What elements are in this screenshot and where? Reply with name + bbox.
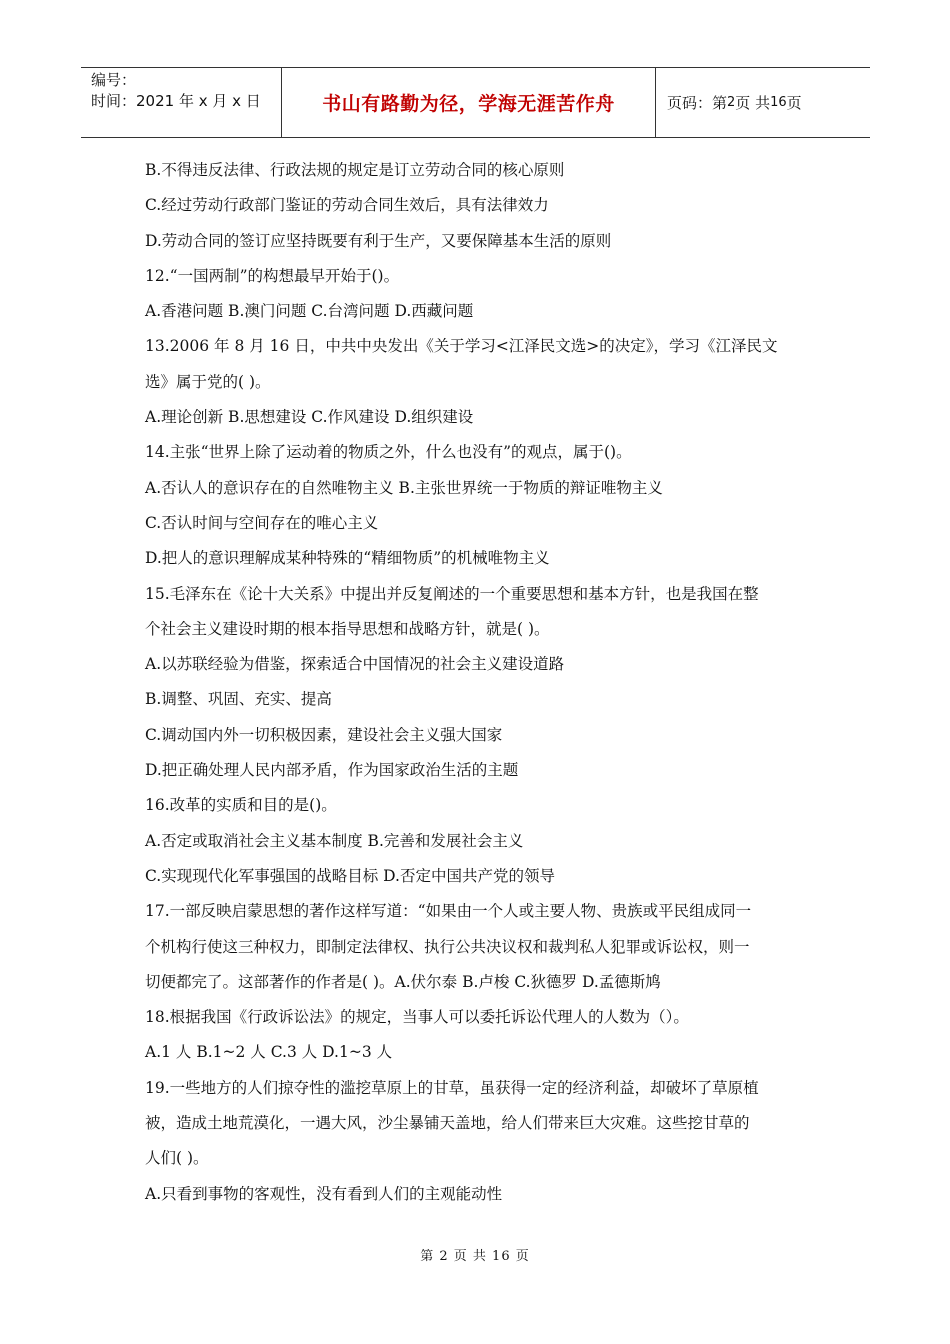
page-mid: 页 共 [735,94,771,112]
text-line: C.否认时间与空间存在的唯心主义 [145,513,379,532]
text-line: 18.根据我国《行政诉讼法》的规定，当事人可以委托诉讼代理人的人数为（）。 [145,1008,689,1027]
page-total: 16 [770,95,787,110]
text-line: 19.一些地方的人们掠夺性的滥挖草原上的甘草，虽获得一定的经济利益，却破坏了草原植 [145,1078,759,1097]
text-line: 15.毛泽东在《论十大关系》中提出并反复阐述的一个重要思想和基本方针，也是我国在整 [145,584,759,603]
text-line: A.否定或取消社会主义基本制度 B.完善和发展社会主义 [145,831,524,850]
text-line: B.调整、巩固、充实、提高 [145,690,332,709]
text-line: 13.2006 年 8 月 16 日，中共中央发出《关于学习<江泽民文选>的决定》，学习《江泽民文 [145,337,778,356]
text-line: D.把人的意识理解成某种特殊的“精细物质”的机械唯物主义 [145,549,550,568]
text-line: 14.主张“世界上除了运动着的物质之外，什么也没有”的观点，属于()。 [145,443,632,462]
number-label: 编号： [91,71,137,89]
text-line: 16.改革的实质和目的是()。 [145,796,337,815]
text-line: A.否认人的意识存在的自然唯物主义 B.主张世界统一于物质的辩证唯物主义 [145,478,663,497]
text-line: 个机构行使这三种权力，即制定法律权、执行公共决议权和裁判私人犯罪或诉讼权，则一 [145,937,750,956]
page-suffix: 页 [786,94,802,112]
page-footer: 第 2 页 共 16 页 [420,1249,530,1264]
text-line: 切便都完了。这部著作的作者是( )。A.伏尔泰 B.卢梭 C.狄德罗 D.孟德斯鸠 [145,972,661,991]
text-line: 12.“一国两制”的构想最早开始于()。 [145,266,400,285]
page-header [81,67,870,138]
text-line: 选》属于党的( )。 [145,372,271,391]
text-line: C.实现现代化军事强国的战略目标 D.否定中国共产党的领导 [145,866,555,885]
text-line: D.劳动合同的签订应坚持既要有利于生产，又要保障基本生活的原则 [145,231,612,250]
text-line: B.不得违反法律、行政法规的规定是订立劳动合同的核心原则 [145,161,565,179]
text-line: A.香港问题 B.澳门问题 C.台湾问题 D.西藏问题 [145,302,474,321]
header-page-info [656,68,870,137]
text-line: A.理论创新 B.思想建设 C.作风建设 D.组织建设 [145,408,474,427]
text-line: A.1 人 B.1~2 人 C.3 人 D.1~3 人 [145,1043,393,1062]
text-line: 被，造成土地荒漠化，一遇大风，沙尘暴铺天盖地，给人们带来巨大灾难。这些挖甘草的 [145,1114,750,1133]
time-label: 时间：2021 年 x 月 x 日 [91,92,261,110]
text-line: 个社会主义建设时期的根本指导思想和战略方针，就是( )。 [145,619,550,638]
text-line: D.把正确处理人民内部矛盾，作为国家政治生活的主题 [145,761,519,780]
text-line: A.以苏联经验为借鉴，探索适合中国情况的社会主义建设道路 [145,655,565,674]
document-body [145,153,820,1212]
header-motto: 书山有路勤为径，学海无涯苦作舟 [282,68,656,137]
text-line: 人们( )。 [145,1149,209,1168]
text-line: C.经过劳动行政部门鉴证的劳动合同生效后，具有法律效力 [145,196,549,215]
header-meta [81,68,282,137]
page-prefix: 页码：第 [667,94,728,112]
text-line: A.只看到事物的客观性，没有看到人们的主观能动性 [145,1184,503,1203]
text-line: 17.一部反映启蒙思想的著作这样写道：“如果由一个人或主要人物、贵族或平民组成同一 [145,902,752,921]
text-line: C.调动国内外一切积极因素，建设社会主义强大国家 [145,725,503,744]
page-number: 2 [727,95,736,110]
